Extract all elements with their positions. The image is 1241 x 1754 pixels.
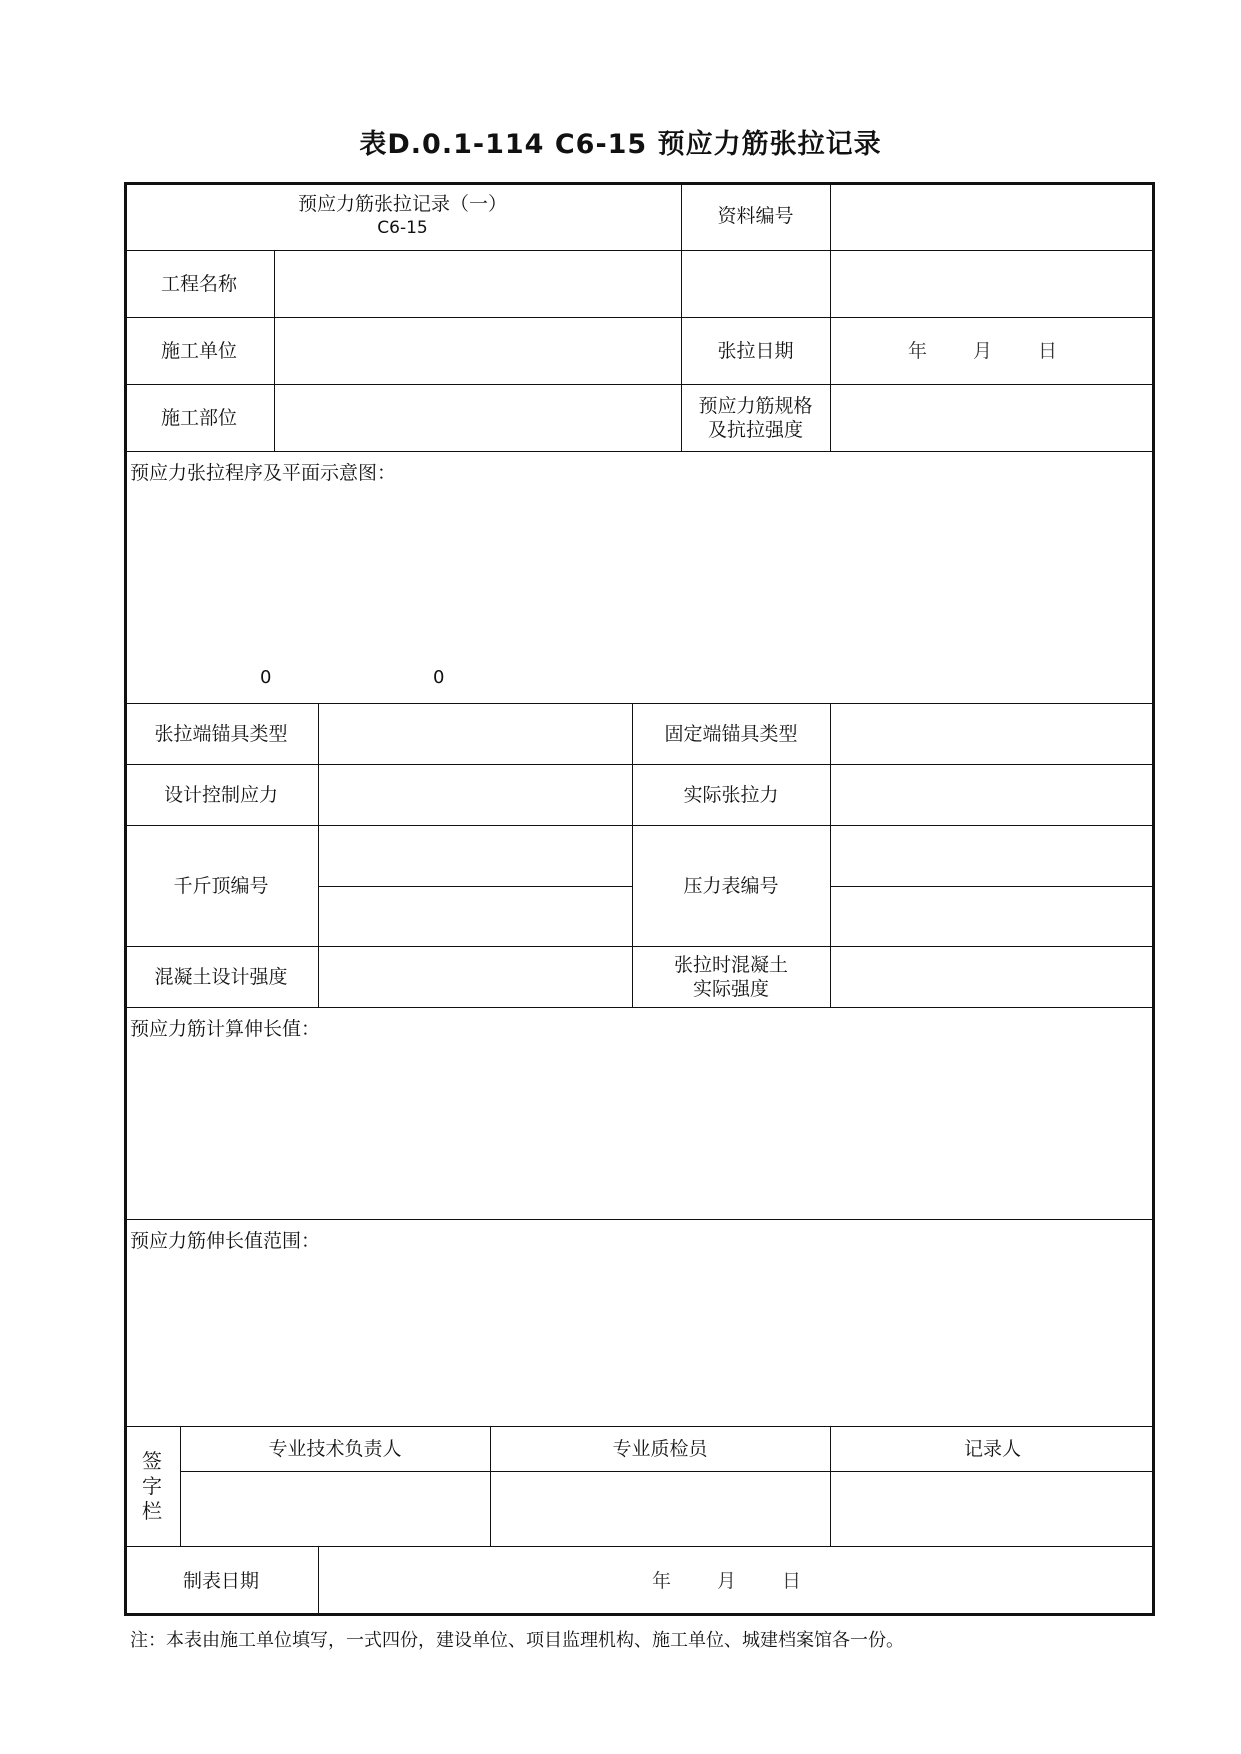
footnote: 注：本表由施工单位填写，一式四份，建设单位、项目监理机构、施工单位、城建档案馆各一份。 bbox=[130, 1630, 904, 1651]
elongation-range-section[interactable] bbox=[124, 1219, 1155, 1426]
inspector-signature-field[interactable] bbox=[490, 1471, 830, 1546]
page-title: 表D.0.1-114 C6-15 预应力筋张拉记录 bbox=[359, 129, 882, 160]
tech-lead-label: 专业技术负责人 bbox=[268, 1437, 402, 1460]
concrete-actual-label-line1: 张拉时混凝土 bbox=[673, 953, 788, 976]
gauge-no-field-2[interactable] bbox=[830, 886, 1155, 946]
design-force-label: 设计控制应力 bbox=[163, 783, 278, 806]
signature-char: 栏 bbox=[142, 1498, 162, 1523]
form-date-field[interactable]: 年 月 日 bbox=[651, 1570, 822, 1592]
fixed-anchor-label: 固定端锚具类型 bbox=[664, 722, 798, 745]
concrete-design-field[interactable] bbox=[318, 946, 632, 1007]
actual-force-label: 实际张拉力 bbox=[683, 783, 779, 806]
jack-no-label: 千斤顶编号 bbox=[173, 874, 269, 897]
fixed-anchor-field[interactable] bbox=[830, 703, 1155, 764]
form-code: C6-15 bbox=[377, 218, 428, 238]
recorder-label: 记录人 bbox=[963, 1437, 1021, 1460]
tension-anchor-label: 张拉端锚具类型 bbox=[154, 722, 288, 745]
form-date-label: 制表日期 bbox=[182, 1570, 259, 1592]
project-name-label: 工程名称 bbox=[160, 272, 237, 295]
form-name-cell bbox=[124, 182, 681, 250]
contractor-field[interactable] bbox=[274, 317, 681, 384]
signature-section-label bbox=[124, 1426, 180, 1546]
tension-date-field[interactable]: 年 月 日 bbox=[907, 339, 1078, 362]
spec-label bbox=[681, 384, 830, 451]
location-field[interactable] bbox=[274, 384, 681, 451]
project-name-field[interactable] bbox=[274, 250, 1155, 317]
gauge-no-field-1[interactable] bbox=[830, 825, 1155, 886]
elongation-calc-section[interactable] bbox=[124, 1007, 1155, 1219]
tech-lead-signature-field[interactable] bbox=[180, 1471, 490, 1546]
form-name: 预应力筋张拉记录（一） bbox=[297, 193, 507, 215]
contractor-label: 施工单位 bbox=[160, 339, 237, 362]
signature-char: 签 bbox=[142, 1448, 162, 1473]
inspector-label: 专业质检员 bbox=[612, 1437, 708, 1460]
recorder-signature-field[interactable] bbox=[830, 1471, 1155, 1546]
elongation-range-label: 预应力筋伸长值范围： bbox=[130, 1230, 321, 1252]
signature-char: 字 bbox=[142, 1473, 162, 1498]
elongation-calc-label: 预应力筋计算伸长值： bbox=[130, 1018, 321, 1040]
location-label: 施工部位 bbox=[160, 406, 237, 429]
diagram-value-a: 0 bbox=[260, 667, 272, 688]
jack-no-field-1[interactable] bbox=[318, 825, 632, 886]
concrete-actual-label bbox=[632, 946, 830, 1007]
doc-no-label: 资料编号 bbox=[717, 205, 794, 227]
spec-label-line1: 预应力筋规格 bbox=[698, 394, 813, 417]
spec-label-line2: 及抗拉强度 bbox=[707, 418, 803, 441]
concrete-actual-field[interactable] bbox=[830, 946, 1155, 1007]
jack-no-field-2[interactable] bbox=[318, 886, 632, 946]
spec-field[interactable] bbox=[830, 384, 1155, 451]
design-force-field[interactable] bbox=[318, 764, 632, 825]
doc-no-field[interactable] bbox=[830, 182, 1155, 250]
tension-anchor-field[interactable] bbox=[318, 703, 632, 764]
diagram-value-b: 0 bbox=[433, 667, 445, 688]
tension-date-label: 张拉日期 bbox=[717, 339, 794, 362]
concrete-actual-label-line2: 实际强度 bbox=[692, 977, 769, 1000]
gauge-no-label: 压力表编号 bbox=[683, 874, 779, 897]
diagram-label: 预应力张拉程序及平面示意图： bbox=[130, 462, 397, 484]
diagram-section[interactable] bbox=[124, 451, 1155, 703]
actual-force-field[interactable] bbox=[830, 764, 1155, 825]
concrete-design-label: 混凝土设计强度 bbox=[154, 965, 288, 988]
